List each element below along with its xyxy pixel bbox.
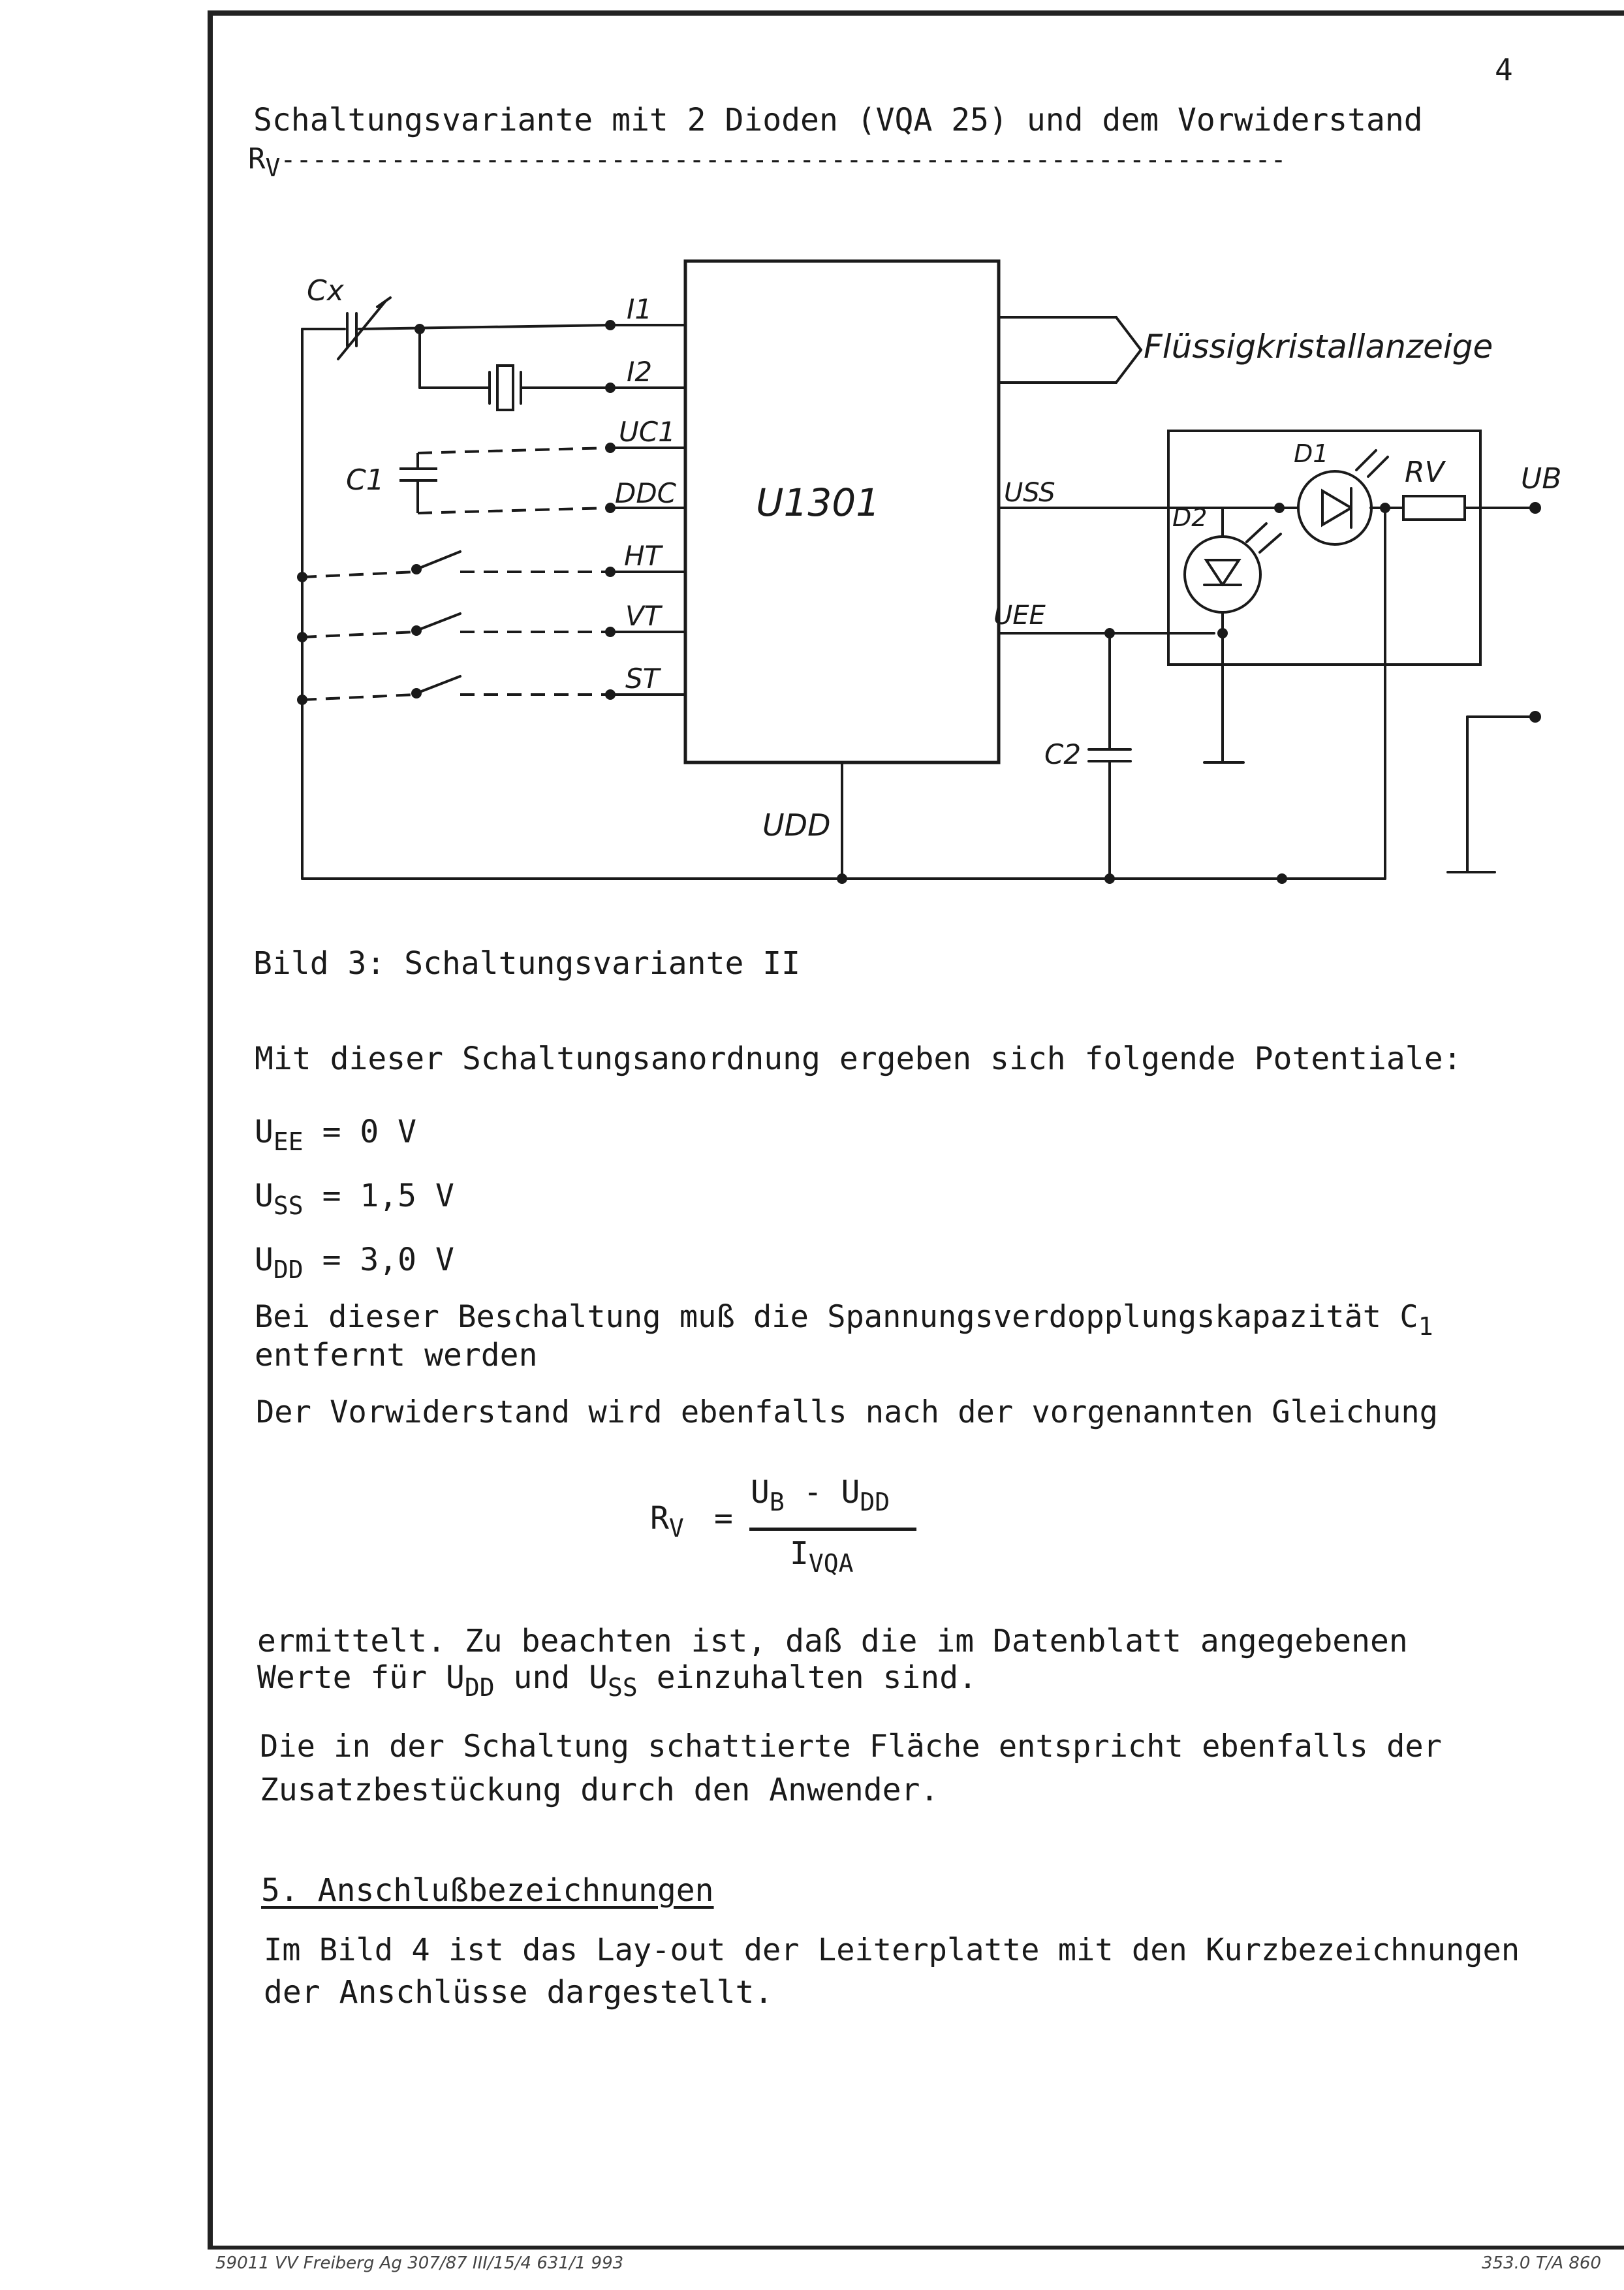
pin-label-0: I1 (627, 293, 653, 325)
label-display: Flüssigkristallanzeige (1144, 328, 1493, 366)
para4-line1: Die in der Schaltung schattierte Fläche entspricht ebenfalls der (260, 1729, 1442, 1765)
intro-text: Mit dieser Schaltungsanordnung ergeben sich folgende Potentiale: (255, 1041, 1462, 1077)
label-ub: UB (1521, 462, 1562, 495)
para3-line2-b: und U (494, 1659, 608, 1696)
formula-lhs-main: R (650, 1500, 669, 1537)
page-number: 4 (1495, 52, 1513, 87)
potential-uee (255, 1114, 416, 1156)
page-frame-bottom (208, 2246, 1624, 2250)
para4-line2: Zusatzbestückung durch den Anwender. (260, 1772, 939, 1808)
potential-uee-main: U (255, 1114, 273, 1150)
label-d2: D2 (1172, 503, 1208, 532)
footer-code: 353.0 T/A 860 (1482, 2253, 1602, 2273)
heading-rule: ---------------------------------------------------------------- (280, 145, 1287, 175)
label-c2: C2 (1044, 738, 1082, 770)
para3-line2-c: einzuhalten sind. (637, 1659, 977, 1696)
para3-line2-sub1: DD (464, 1673, 495, 1702)
footer-imprint: 59011 VV Freiberg Ag 307/87 III/15/4 631/1 993 (215, 2253, 624, 2273)
pin-label-uss: USS (1004, 478, 1055, 508)
potential-uss-sub: SS (273, 1191, 304, 1220)
potential-udd (255, 1242, 454, 1284)
section5-line1: Im Bild 4 ist das Lay-out der Leiterplatte mit den Kurzbezeichnungen (264, 1932, 1520, 1968)
figure-caption: Bild 3: Schaltungsvariante II (253, 945, 801, 982)
potential-uss (255, 1178, 454, 1220)
potential-udd-sub: DD (273, 1255, 304, 1284)
section5-line2: der Anschlüsse dargestellt. (264, 1974, 773, 2011)
circuit-diagram (0, 0, 1624, 947)
para3-line2-sub2: SS (608, 1673, 638, 1702)
section5-title: 5. Anschlußbezeichnungen (261, 1872, 714, 1909)
pin-label-2: UC1 (619, 416, 676, 448)
pin-label-5: VT (625, 600, 661, 632)
para3-line2 (257, 1659, 977, 1702)
heading-rv-main: R (248, 142, 266, 176)
para1-line1 (255, 1299, 1433, 1341)
formula-numerator (751, 1474, 890, 1516)
section-heading: Schaltungsvariante mit 2 Dioden (VQA 25) und dem Vorwiderstand (253, 102, 1423, 138)
para3-line1: ermittelt. Zu beachten ist, daß die im Datenblatt angegebenen (257, 1623, 1408, 1659)
formula-lhs-sub: V (668, 1514, 684, 1543)
formula-den-sub: VQA (808, 1549, 854, 1578)
para1-line2: entfernt werden (255, 1337, 538, 1373)
formula-num-a-sub: B (769, 1488, 785, 1516)
potential-udd-value: = 3,0 V (322, 1242, 454, 1278)
potential-uee-sub: EE (273, 1127, 304, 1156)
pin-label-3: DDC (615, 477, 677, 509)
formula-num-a: U (751, 1474, 770, 1511)
para1-line1-text: Bei dieser Beschaltung muß die Spannungsverdopplungskapazität C (255, 1299, 1418, 1335)
para1-line1-sub: 1 (1418, 1312, 1433, 1341)
potential-udd-main: U (255, 1242, 273, 1278)
formula-fraction-bar (749, 1528, 916, 1531)
formula-equals: = (714, 1500, 733, 1537)
pin-label-6: ST (625, 663, 660, 695)
label-chip: U1301 (756, 480, 881, 525)
formula-num-b-sub: DD (860, 1488, 890, 1516)
potential-uss-main: U (255, 1178, 273, 1214)
para3-line2-a: Werte für U (257, 1659, 465, 1696)
pin-label-4: HT (624, 540, 662, 572)
formula-denominator (790, 1535, 854, 1578)
label-c1: C1 (346, 463, 384, 497)
potential-uss-value: = 1,5 V (322, 1178, 454, 1214)
formula-num-b: U (841, 1474, 860, 1511)
heading-rv-sub: V (265, 153, 281, 182)
label-d1: D1 (1294, 439, 1329, 468)
pin-label-udd: UDD (762, 808, 831, 843)
formula-den-main: I (790, 1535, 809, 1572)
formula-num-op: - (803, 1474, 822, 1511)
para2: Der Vorwiderstand wird ebenfalls nach der vorgenannten Gleichung (256, 1394, 1438, 1430)
pin-label-uee: UEE (993, 601, 1046, 631)
formula-lhs (650, 1500, 684, 1543)
label-rv: RV (1405, 456, 1444, 489)
pin-label-1: I2 (627, 356, 653, 388)
label-cx: Cx (307, 274, 344, 307)
potential-uee-value: = 0 V (322, 1114, 417, 1150)
